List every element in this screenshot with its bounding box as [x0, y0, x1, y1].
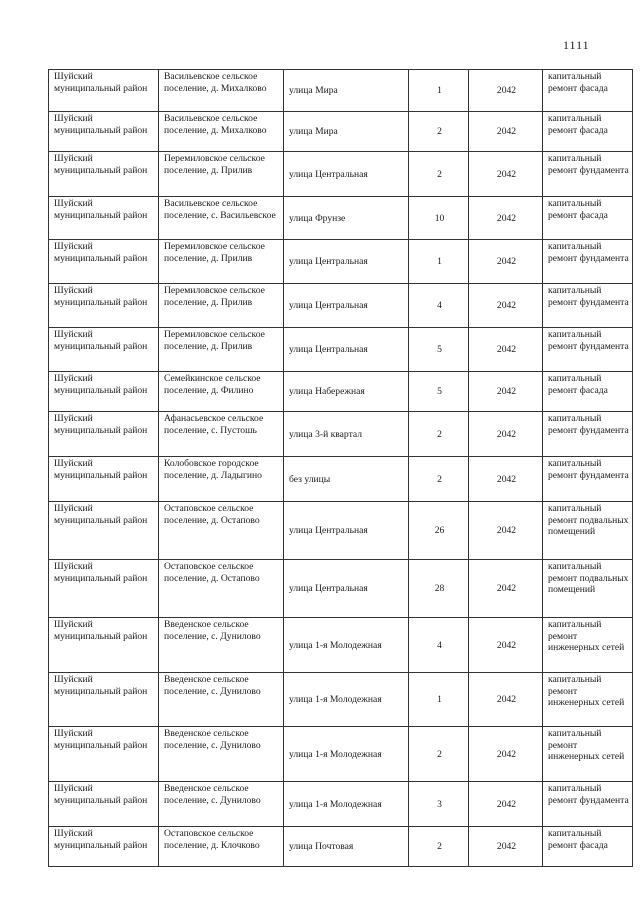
table-row: [49, 240, 633, 284]
house-number-cell: 2: [409, 412, 469, 457]
work-type-cell: капитальный ремонт фасада: [543, 372, 633, 412]
work-type-cell: капитальный ремонт фундамента: [543, 412, 633, 457]
street-cell: улица Центральная: [284, 152, 409, 197]
table-row: [49, 782, 633, 827]
settlement-cell: Перемиловское сельское поселение, д. Прилив: [159, 240, 284, 284]
settlement-cell: Введенское сельское поселение, с. Дунилово: [159, 727, 284, 782]
street-cell: улица 1-я Молодежная: [284, 727, 409, 782]
house-number-cell: 2: [409, 727, 469, 782]
work-type-cell: капитальный ремонт фундамента: [543, 284, 633, 328]
house-number-cell: 26: [409, 502, 469, 560]
table-row: [49, 112, 633, 152]
year-cell: 2042: [469, 673, 543, 727]
house-number-cell: 2: [409, 827, 469, 867]
work-type-cell: капитальный ремонт инженерных сетей: [543, 673, 633, 727]
street-cell: улица Набережная: [284, 372, 409, 412]
house-number-cell: 3: [409, 782, 469, 827]
house-number-cell: 1: [409, 240, 469, 284]
year-cell: 2042: [469, 112, 543, 152]
house-number-cell: 28: [409, 560, 469, 618]
settlement-cell: Васильевское сельское поселение, д. Михалково: [159, 70, 284, 112]
settlement-cell: Остаповское сельское поселение, д. Клочково: [159, 827, 284, 867]
year-cell: 2042: [469, 372, 543, 412]
repair-schedule-table: [48, 69, 633, 867]
settlement-cell: Васильевское сельское поселение, д. Михалково: [159, 112, 284, 152]
street-cell: улица 1-я Молодежная: [284, 618, 409, 673]
settlement-cell: Перемиловское сельское поселение, д. Прилив: [159, 284, 284, 328]
work-type-cell: капитальный ремонт фундамента: [543, 782, 633, 827]
table-row: [49, 727, 633, 782]
district-cell: Шуйский муниципальный район: [49, 70, 159, 112]
district-cell: Шуйский муниципальный район: [49, 827, 159, 867]
district-cell: Шуйский муниципальный район: [49, 284, 159, 328]
table-row: [49, 673, 633, 727]
table-row: [49, 457, 633, 502]
work-type-cell: капитальный ремонт фундамента: [543, 457, 633, 502]
house-number-cell: 5: [409, 372, 469, 412]
table-row: [49, 412, 633, 457]
work-type-cell: капитальный ремонт фундамента: [543, 152, 633, 197]
work-type-cell: капитальный ремонт фундамента: [543, 240, 633, 284]
street-cell: улица Фрунзе: [284, 197, 409, 240]
work-type-cell: капитальный ремонт подвальных помещений: [543, 560, 633, 618]
house-number-cell: 4: [409, 284, 469, 328]
work-type-cell: капитальный ремонт фасада: [543, 70, 633, 112]
district-cell: Шуйский муниципальный район: [49, 502, 159, 560]
district-cell: Шуйский муниципальный район: [49, 372, 159, 412]
work-type-cell: капитальный ремонт фундамента: [543, 328, 633, 372]
year-cell: 2042: [469, 412, 543, 457]
district-cell: Шуйский муниципальный район: [49, 560, 159, 618]
work-type-cell: капитальный ремонт фасада: [543, 827, 633, 867]
house-number-cell: 1: [409, 673, 469, 727]
table-row: [49, 560, 633, 618]
table-row: [49, 197, 633, 240]
settlement-cell: Семейкинское сельское поселение, д. Филино: [159, 372, 284, 412]
table-row: [49, 502, 633, 560]
work-type-cell: капитальный ремонт инженерных сетей: [543, 727, 633, 782]
street-cell: улица Центральная: [284, 240, 409, 284]
page-number: 1111: [563, 38, 590, 52]
table-row: [49, 70, 633, 112]
table-row: [49, 618, 633, 673]
year-cell: 2042: [469, 284, 543, 328]
settlement-cell: Введенское сельское поселение, с. Дунилово: [159, 782, 284, 827]
table-body: [49, 70, 633, 867]
district-cell: Шуйский муниципальный район: [49, 457, 159, 502]
year-cell: 2042: [469, 328, 543, 372]
house-number-cell: 2: [409, 152, 469, 197]
settlement-cell: Введенское сельское поселение, с. Дунилово: [159, 673, 284, 727]
district-cell: Шуйский муниципальный район: [49, 328, 159, 372]
settlement-cell: Перемиловское сельское поселение, д. Прилив: [159, 152, 284, 197]
settlement-cell: Васильевское сельское поселение, с. Васильевское: [159, 197, 284, 240]
year-cell: 2042: [469, 70, 543, 112]
work-type-cell: капитальный ремонт подвальных помещений: [543, 502, 633, 560]
street-cell: улица Мира: [284, 112, 409, 152]
table-row: [49, 827, 633, 867]
year-cell: 2042: [469, 618, 543, 673]
street-cell: улица 1-я Молодежная: [284, 782, 409, 827]
street-cell: без улицы: [284, 457, 409, 502]
district-cell: Шуйский муниципальный район: [49, 152, 159, 197]
year-cell: 2042: [469, 560, 543, 618]
year-cell: 2042: [469, 502, 543, 560]
table-row: [49, 284, 633, 328]
year-cell: 2042: [469, 727, 543, 782]
settlement-cell: Перемиловское сельское поселение, д. Прилив: [159, 328, 284, 372]
district-cell: Шуйский муниципальный район: [49, 618, 159, 673]
work-type-cell: капитальный ремонт фасада: [543, 197, 633, 240]
settlement-cell: Введенское сельское поселение, с. Дунилово: [159, 618, 284, 673]
table-row: [49, 372, 633, 412]
house-number-cell: 4: [409, 618, 469, 673]
settlement-cell: Колобовское городское поселение, д. Ладыгино: [159, 457, 284, 502]
house-number-cell: 1: [409, 70, 469, 112]
house-number-cell: 5: [409, 328, 469, 372]
street-cell: улица Центральная: [284, 284, 409, 328]
street-cell: улица 1-я Молодежная: [284, 673, 409, 727]
year-cell: 2042: [469, 240, 543, 284]
year-cell: 2042: [469, 782, 543, 827]
district-cell: Шуйский муниципальный район: [49, 782, 159, 827]
street-cell: улица Почтовая: [284, 827, 409, 867]
street-cell: улица Центральная: [284, 502, 409, 560]
table-row: [49, 152, 633, 197]
year-cell: 2042: [469, 457, 543, 502]
district-cell: Шуйский муниципальный район: [49, 197, 159, 240]
year-cell: 2042: [469, 827, 543, 867]
street-cell: улица Центральная: [284, 328, 409, 372]
settlement-cell: Афанасьевское сельское поселение, с. Пустошь: [159, 412, 284, 457]
district-cell: Шуйский муниципальный район: [49, 727, 159, 782]
district-cell: Шуйский муниципальный район: [49, 112, 159, 152]
year-cell: 2042: [469, 197, 543, 240]
house-number-cell: 2: [409, 112, 469, 152]
street-cell: улица Мира: [284, 70, 409, 112]
settlement-cell: Остаповское сельское поселение, д. Остапово: [159, 502, 284, 560]
district-cell: Шуйский муниципальный район: [49, 412, 159, 457]
house-number-cell: 2: [409, 457, 469, 502]
work-type-cell: капитальный ремонт инженерных сетей: [543, 618, 633, 673]
work-type-cell: капитальный ремонт фасада: [543, 112, 633, 152]
settlement-cell: Остаповское сельское поселение, д. Остапово: [159, 560, 284, 618]
street-cell: улица Центральная: [284, 560, 409, 618]
district-cell: Шуйский муниципальный район: [49, 673, 159, 727]
district-cell: Шуйский муниципальный район: [49, 240, 159, 284]
house-number-cell: 10: [409, 197, 469, 240]
table-row: [49, 328, 633, 372]
street-cell: улица 3-й квартал: [284, 412, 409, 457]
year-cell: 2042: [469, 152, 543, 197]
